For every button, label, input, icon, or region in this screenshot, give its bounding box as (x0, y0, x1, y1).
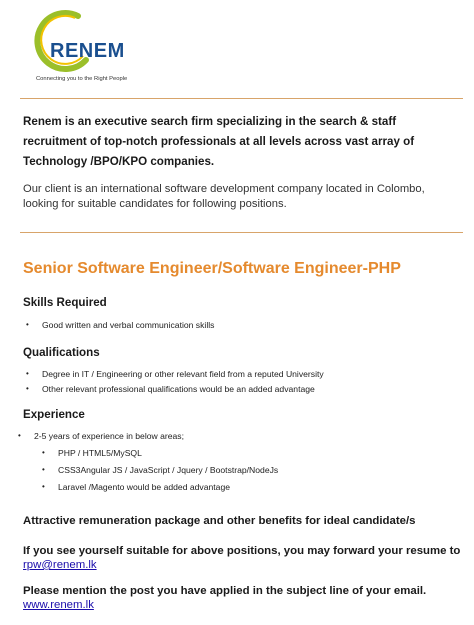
skills-heading: Skills Required (23, 296, 107, 309)
qualification-item: Degree in IT / Engineering or other relevant field from a reputed University (42, 369, 324, 379)
experience-subitem: Laravel /Magento would be added advantage (58, 482, 231, 492)
qualifications-heading: Qualifications (23, 346, 100, 359)
bullet-icon: • (42, 482, 45, 491)
bullet-icon: • (26, 369, 29, 378)
bullet-icon: • (26, 384, 29, 393)
mention-text: Please mention the post you have applied in the subject line of your email. (23, 585, 427, 597)
job-title: Senior Software Engineer/Software Engineer-PHP (23, 260, 401, 277)
middle-divider (20, 232, 463, 233)
experience-item: 2-5 years of experience in below areas; (34, 431, 184, 441)
email-link[interactable]: rpw@renem.lk (23, 559, 97, 571)
experience-subitem: PHP / HTML5/MySQL (58, 448, 142, 458)
bullet-icon: • (42, 465, 45, 474)
remuneration-text: Attractive remuneration package and other benefits for ideal candidate/s (23, 515, 416, 527)
logo-tagline: Connecting you to the Right People (36, 76, 128, 82)
top-divider (20, 98, 463, 99)
qualification-item: Other relevant professional qualifications would be an added advantage (42, 384, 315, 394)
experience-subitem: CSS3Angular JS / JavaScript / Jquery / Bootstrap/NodeJs (58, 465, 279, 475)
logo-wordmark: RENEM (50, 40, 125, 62)
bullet-icon: • (18, 431, 21, 440)
website-link[interactable]: www.renem.lk (23, 599, 94, 611)
bullet-icon: • (26, 320, 29, 329)
apply-text: If you see yourself suitable for above positions, you may forward your resume to (23, 545, 461, 557)
bullet-icon: • (42, 448, 45, 457)
skill-item: Good written and verbal communication skills (42, 320, 215, 330)
client-paragraph: Our client is an international software development company located in Colombo, looking for suitable candidates for following positions. (23, 183, 425, 210)
intro-paragraph: Renem is an executive search firm specializing in the search & staff recruitment of top-notch professionals at all levels across vast array of Technology /BPO/KPO companies. (23, 115, 415, 168)
company-logo (28, 8, 168, 88)
experience-heading: Experience (23, 408, 85, 421)
